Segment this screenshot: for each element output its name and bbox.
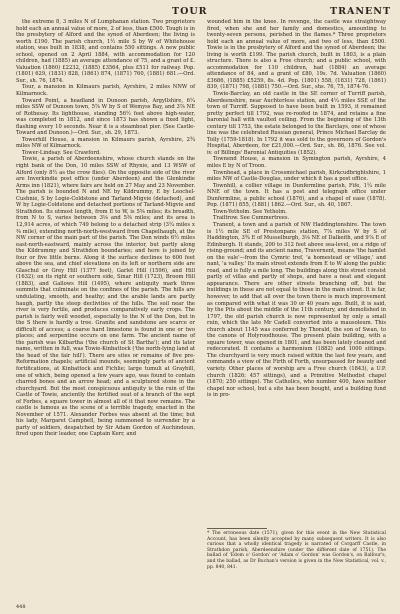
right-column bbox=[207, 19, 386, 399]
entry-towie-continued: wounded him in the knee. In revenge, the castle was straightway fired, when she and her family and domestics, amounting to twenty-seven persons, perished in the flames.* Three proprietors hold each an annual value of more, and two of less, than £500. Towie is in the presbytery of Alford and the synod of Aberdeen; the living is worth £199. The parish church, built in 1803, is a plain structure. There is also a Free church; and a public school, with accommodation for 110 children, had (1884) an average attendance of 84, and a grant of £80, 19s. 7d. Valuation (1860) £3686, (1885) £5259, 8s. 4d. Pop. (1801) 558, (1831) 728, (1861) 839, (1871) 798, (1881) 750.—Ord. Sur., shs. 76, 75, 1874-76. bbox=[207, 19, 386, 91]
entry-townhead: Townhead, a place in Crossmichael parish, Kirkcudbrightshire, 1 miles NW of Castle-Douglas, under which it has a post office. bbox=[207, 169, 386, 183]
entry-tranent: Tranent, a town and a parish of NW Haddingtonshire. The town is 1½ mile SE of Prestonpans station, 7⅞ miles W by S of Haddington, 3¾ E of Musselburgh, 3⅛ NE of Dalkeith, and 9⅞ E of Edinburgh. It stands, 200 to 312 feet above sea-level, on a ridge of rising-ground; and its ancient name, Travernent, means 'the hamlet on the vale'—from the Cymric tref, 'a homestead or village,' and nant, 'a valley.' Its main street extends from E to W along the public road, and is fully a mile long. The buildings along this street consist partly of villas and partly of shops, and have a neat and elegant appearance. There are other streets branching off, but the buildings in these are not equal to those in the main street. It is far, however, to add that all over the town there is much improvement as compared with what it was 30 or 40 years ago. Built, it is said, by the Pits about the middle of the 11th century, and demolished in 1797, the old parish church is now represented by only a small ruin, which the late Mr Cadell converted into a mausoleum. This church about 1145 was conferred by Thorald, the son of Swan, to the canons of Holyroodhouse. The present plain building, with a square tower, was opened in 1801, and has been lately cleaned and redecorated. It contains a harmonium (1882) and 1000 sittings. The churchyard is very much raised within the last few years, and commands a view of the Firth of Forth, unsurpassed for beauty and variety. Other places of worship are a Free church (1843), a U.P. church (1826; 457 sittings), and a Primitive Methodist chapel (1870; 250 sittings). The Catholics, who number 400, have neither chapel nor school, but a site has been bought, and a building fund is in pro- bbox=[207, 221, 386, 399]
entry-towie-barclay: Towie-Barclay, an old castle in the SE corner of Turriff parish, Aberdeenshire, near Auchterless station, and 4¼ miles SSE of the town of Turriff. Supposed to have been built in 1593, it remained pretty perfect till 1792, was re-roofed in 1874, and retains a fine baronial hall with vaulted ceiling. From the beginning of the 13th century till 1753, the estate belonged to the Barclays, one of whose line was the celebrated Russian general, Prince Michael Barclay de Tolly (1759-1818). In 1792 it was sold to the governors of Gordon's Hospital, Aberdeen, for £21,000.—Ord. Sur., sh. 86, 1876. See vol. iv. of Billings' Baronial Antiquities (1852). bbox=[207, 91, 386, 156]
entry-townhill: Townhill, a collier village in Dunfermline parish, Fife, 1¼ mile NNE of the town. It has a post and telegraph office under Dunfermline, a public school (1876), and a chapel of ease (1878). Pop. (1871) 855, (1881) 1862.—Ord. Sur., sh. 40, 1867. bbox=[207, 182, 386, 209]
entry-towie: Towie, a parish of Aberdeenshire, whose church stands on the right bank of the Don, 10 miles SSW of Rhynie, and 13 WSW of Alford (only 8½ as the crow flies). On the opposite side of the river are Inverkindie post office (under Aberdeen) and the Glenkindie Arms inn (1821), where fairs are held on 27 May and 23 November. The parish is bounded N and NE by Kildrummy, E by Leochel-Cushnie, S by Logie-Coldstone and Tarland-Migvie (detached), and W by Logie-Coldstone and detached portions of Tarland-Migvie and Strathdon. Its utmost length, from E to W, is 5⅝ miles; its breadth, from N to S, varies between 3⅛ and 5⅜ miles; and its area is 12,914 acres, of which 749 belong to a detached strip (3¼ miles x ⅜ mile), extending north-north-westward from Chapelhaugh, at the NW corner of the main part of the parish. The Don winds 6½ miles east-north-eastward, mainly across the interior, but partly along the Kildrummy and Strathdon boundaries; and here is joined by four or five little burns. Along it the surface declines to 600 feet above the sea, and chief elevations on its left or northern side are Glaschul or Grey Hill (1377 feet), Garlet Hill (1596), and Hill (1632); on its right or southern side, Sinar Hill (1723), Broom Hill (1883), and Gallows Hill (1495), where antiquity mark three summits that culminate on the confines of the parish. The hills are undulating, smooth, and heathy; and the arable lands are partly haugh, partly the steep declivities of the hills. The soil near the river is very fertile, and produces comparatively early crops. The parish is fairly well wooded, especially to the N of the Don, but in the S there is hardly a tree. Granite and sandstone are scarce or difficult of access; a coarse hard limestone is found in one or two places; and serpentine occurs on one farm. The ancient name of the parish was Kilbartha ('the church of St Bartha'); and its later name, written in full, was Towie-Kinbattock ('the north-lying land at the head of the fair hill'). There are sites or remains of five pre-Reformation chapels; artificial mounds, seemingly parts of ancient fortifications, at Kinbattock and Fichlie; large tumuli at Graybill, one of which, being opened a few years ago, was found to contain charred bones and an arrow head; and a sculptured stone in the churchyard. But the most conspicuous antiquity is the ruin of the Castle of Towie, anciently the fortified seat of a branch of the sept of Forbes, a square tower in almost all of it that now remains. The castle is famous as the scene of a terrible tragedy, enacted in the November of 1571. Alexander Forbes was absent at the time; but his lady, Margaret Campbell, being summoned to surrender by a party of soldiers, despatched by Sir Adam Gordon of Auchindoun, fired upon their leader, one Captain Kerr, and bbox=[16, 156, 195, 438]
entry-toward-point: Toward Point, a headland in Dunoon parish, Argyllshire, 6¼ miles SSW of Dunoon town, 5⅞ W by S of Wemyss Bay, and 3⅞ NE of Rothesay. Its lighthouse, standing 56½ feet above high-water, was completed in 1812, and since 1873 has shown a fixed light, flashing every 10 seconds. Near it is a steamboat pier. (See Castle-Toward and Dunoon.)—Ord. Sur., sh. 29, 1873. bbox=[16, 97, 195, 137]
running-header-left: TOUR bbox=[172, 6, 208, 17]
running-header-right: TRANENT bbox=[330, 6, 392, 17]
entry-towerhill-house: Towerhill House, a mansion in Kilmaurs parish, Ayrshire, 2¾ miles NW of Kilmarnock. bbox=[16, 136, 195, 150]
entry-trailtrow: Trailtrow. See Cummertrees. bbox=[213, 215, 290, 222]
entry-tower-lindsay: Tower-Lindsay. See Crawford. bbox=[22, 149, 101, 156]
entry-town-yetholm: Town-Yetholm. See Yetholm. bbox=[213, 208, 287, 215]
footnote-divider bbox=[207, 528, 267, 529]
entry-tour: Tour, a mansion in Kilmaurs parish, Ayrshire, 2 miles NNW of Kilmarnock. bbox=[16, 84, 195, 98]
entry-townend-house: Townend House, a mansion in Symington parish, Ayrshire, 4 miles E by N of Troon. bbox=[207, 156, 386, 170]
left-column bbox=[16, 19, 195, 438]
footnote: * The erroneous date (1571), given for this event in the New Statistical Account, has been silently accepted by many subsequent writers. It is also curious that a wholly identical tragedy is narrated of Corgarff Castle, in Strathdon parish, Aberdeenshire (under the different date of 1751). The ballad of 'Edom o' Gordon' or 'Adam o' Gordon' was Gordon's, on Balfour's, and the ballad, as Dr Buchan's version is given in the New Statistical, vol. v., pp. 840, 841. bbox=[207, 531, 386, 570]
page-number: 448 bbox=[16, 604, 26, 610]
entry-tough: the extreme 8, 3 miles N of Lumphanan station. Two proprietors hold each an annual value of more, 2 of less, than £500. Tough is in the presbytery of Alford and the synod of Aberdeen; the living is worth £190. The parish church, 1½ mile S by W of Whitehouse station, was built in 1838, and contains 550 sittings. A new public school, opened on 2 April 1884, with accommodation for 120 children, had (1885) an average attendance of 75, and a grant of £. Valuation (1860) £2232, (1885) £3564, plus £511 for railway. Pop. (1801) 629, (1831) 828, (1861) 874, (1871) 760, (1881) 681.—Ord. Sur., sh. 76, 1874. bbox=[16, 19, 195, 84]
